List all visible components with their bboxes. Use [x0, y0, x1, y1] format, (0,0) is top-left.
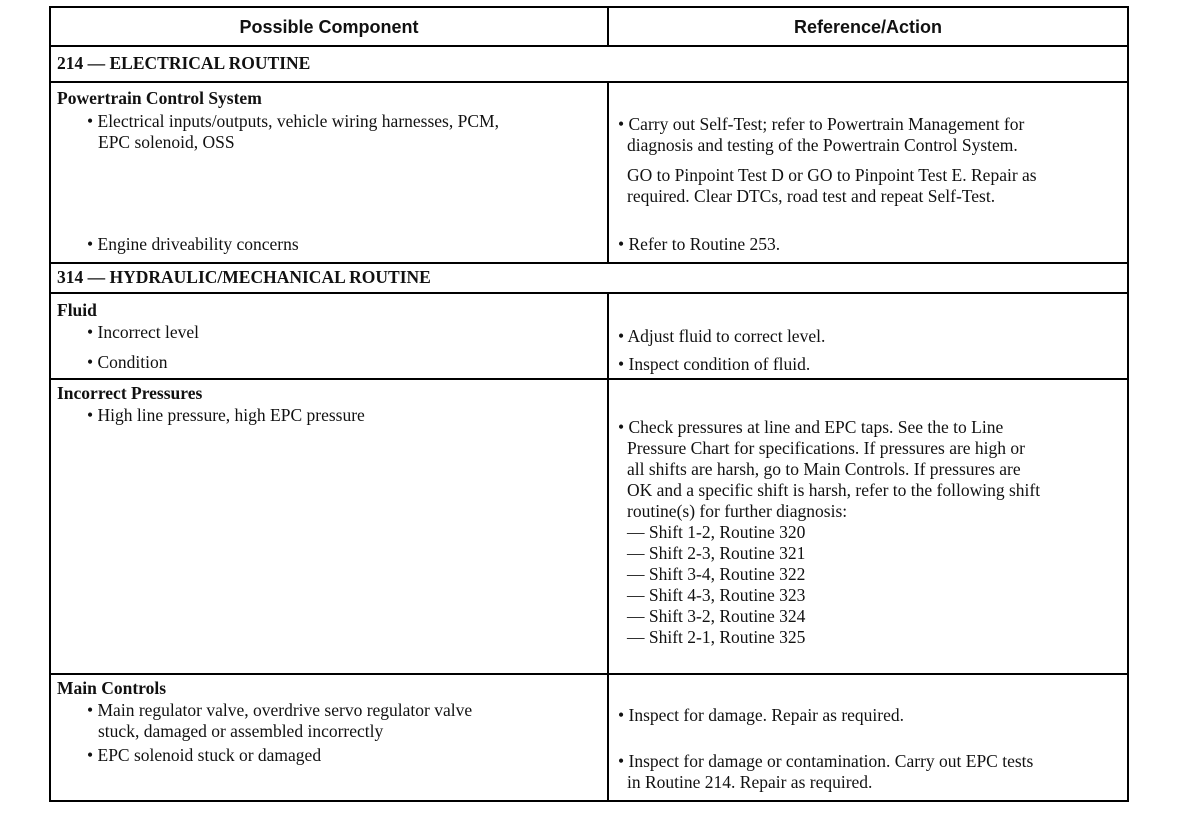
- action-text: GO to Pinpoint Test D or GO to Pinpoint Test E. Repair as: [627, 165, 1037, 185]
- group-title-pcs: Powertrain Control System: [57, 88, 262, 108]
- component-item: EPC solenoid, OSS: [98, 132, 235, 152]
- component-item: • Electrical inputs/outputs, vehicle wiring harnesses, PCM,: [87, 111, 499, 131]
- action-text: routine(s) for further diagnosis:: [627, 501, 848, 521]
- action-text: diagnosis and testing of the Powertrain Control System.: [627, 135, 1018, 155]
- group-title-main-controls: Main Controls: [57, 678, 167, 698]
- group-title-fluid: Fluid: [57, 300, 97, 320]
- action-text: OK and a specific shift is harsh, refer to the following shift: [627, 480, 1041, 500]
- action-text: • Inspect condition of fluid.: [618, 354, 811, 374]
- action-text: Pressure Chart for specifications. If pressures are high or: [627, 438, 1025, 458]
- diagnostic-table: [49, 6, 1129, 802]
- row-divider: [51, 45, 1127, 47]
- action-text: in Routine 214. Repair as required.: [627, 772, 873, 792]
- component-item: • Main regulator valve, overdrive servo regulator valve: [87, 700, 473, 720]
- row-divider: [51, 673, 1127, 675]
- section-214-title: 214 — ELECTRICAL ROUTINE: [57, 53, 311, 73]
- component-item: • Engine driveability concerns: [87, 234, 299, 254]
- column-header-component: Possible Component: [239, 17, 419, 37]
- row-divider: [51, 262, 1127, 264]
- action-text: • Inspect for damage. Repair as required.: [618, 705, 905, 725]
- action-text: • Refer to Routine 253.: [618, 234, 781, 254]
- column-divider: [607, 81, 609, 263]
- group-title-pressures: Incorrect Pressures: [57, 383, 203, 403]
- component-item: stuck, damaged or assembled incorrectly: [98, 721, 384, 741]
- shift-routine-item: — Shift 4-3, Routine 323: [627, 585, 806, 605]
- component-item: • Condition: [87, 352, 168, 372]
- column-divider: [607, 292, 609, 802]
- action-text: • Check pressures at line and EPC taps. See the to Line: [618, 417, 1004, 437]
- shift-routine-item: — Shift 3-2, Routine 324: [627, 606, 806, 626]
- column-header-action: Reference/Action: [793, 17, 943, 37]
- action-text: • Adjust fluid to correct level.: [618, 326, 826, 346]
- shift-routine-item: — Shift 3-4, Routine 322: [627, 564, 806, 584]
- action-text: • Inspect for damage or contamination. Carry out EPC tests: [618, 751, 1034, 771]
- row-divider: [51, 81, 1127, 83]
- action-text: required. Clear DTCs, road test and repeat Self-Test.: [627, 186, 996, 206]
- section-314-title: 314 — HYDRAULIC/MECHANICAL ROUTINE: [57, 267, 431, 287]
- row-divider: [51, 378, 1127, 380]
- action-text: all shifts are harsh, go to Main Controls. If pressures are: [627, 459, 1021, 479]
- component-item: • Incorrect level: [87, 322, 200, 342]
- shift-routine-item: — Shift 2-3, Routine 321: [627, 543, 806, 563]
- shift-routine-item: — Shift 2-1, Routine 325: [627, 627, 806, 647]
- component-item: • EPC solenoid stuck or damaged: [87, 745, 322, 765]
- action-text: • Carry out Self-Test; refer to Powertrain Management for: [618, 114, 1025, 134]
- component-item: • High line pressure, high EPC pressure: [87, 405, 365, 425]
- shift-routine-item: — Shift 1-2, Routine 320: [627, 522, 806, 542]
- row-divider: [51, 292, 1127, 294]
